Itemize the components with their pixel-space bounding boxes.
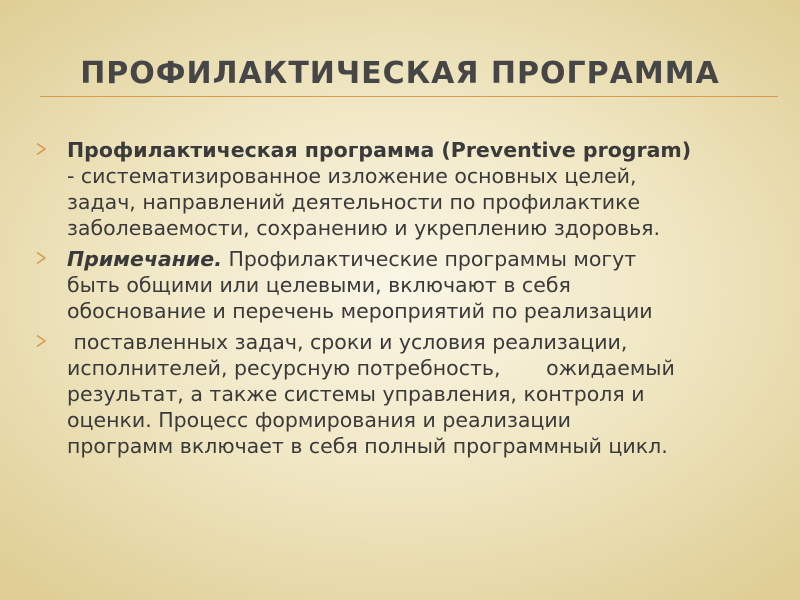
title-underline xyxy=(40,96,778,97)
slide-title: ПРОФИЛАКТИЧЕСКАЯ ПРОГРАММА xyxy=(80,56,720,91)
list-item xyxy=(34,137,774,241)
item-line: быть общими или целевыми, включают в себя xyxy=(67,273,571,297)
item-line: оценки. Процесс формирования и реализации xyxy=(67,408,572,432)
item-line: исполнителей, ресурсную потребность, ожидаемый xyxy=(67,356,675,380)
item-line: результат, а также системы управления, контроля и xyxy=(67,382,645,406)
item-line: поставленных задач, сроки и условия реализации, xyxy=(67,330,628,354)
item-line: - систематизированное изложение основных целей, xyxy=(67,164,637,188)
item-line: задач, направлений деятельности по профилактике xyxy=(67,190,641,214)
arrow-bullet-icon xyxy=(34,251,48,265)
item-line: заболеваемости, сохранению и укреплению здоровья. xyxy=(67,216,661,240)
arrow-bullet-icon xyxy=(34,142,48,156)
arrow-bullet-icon xyxy=(34,334,48,348)
list-item xyxy=(34,246,774,324)
item-lead: Примечание. xyxy=(67,247,222,271)
item-line: обоснование и перечень мероприятий по реализации xyxy=(67,299,653,323)
slide-body xyxy=(34,137,774,459)
list-item xyxy=(34,329,774,459)
item-text: Профилактические программы могут xyxy=(221,247,637,271)
item-lead: Профилактическая программа (Preventive program) xyxy=(67,138,692,162)
item-line: программ включает в себя полный программный цикл. xyxy=(67,434,668,458)
